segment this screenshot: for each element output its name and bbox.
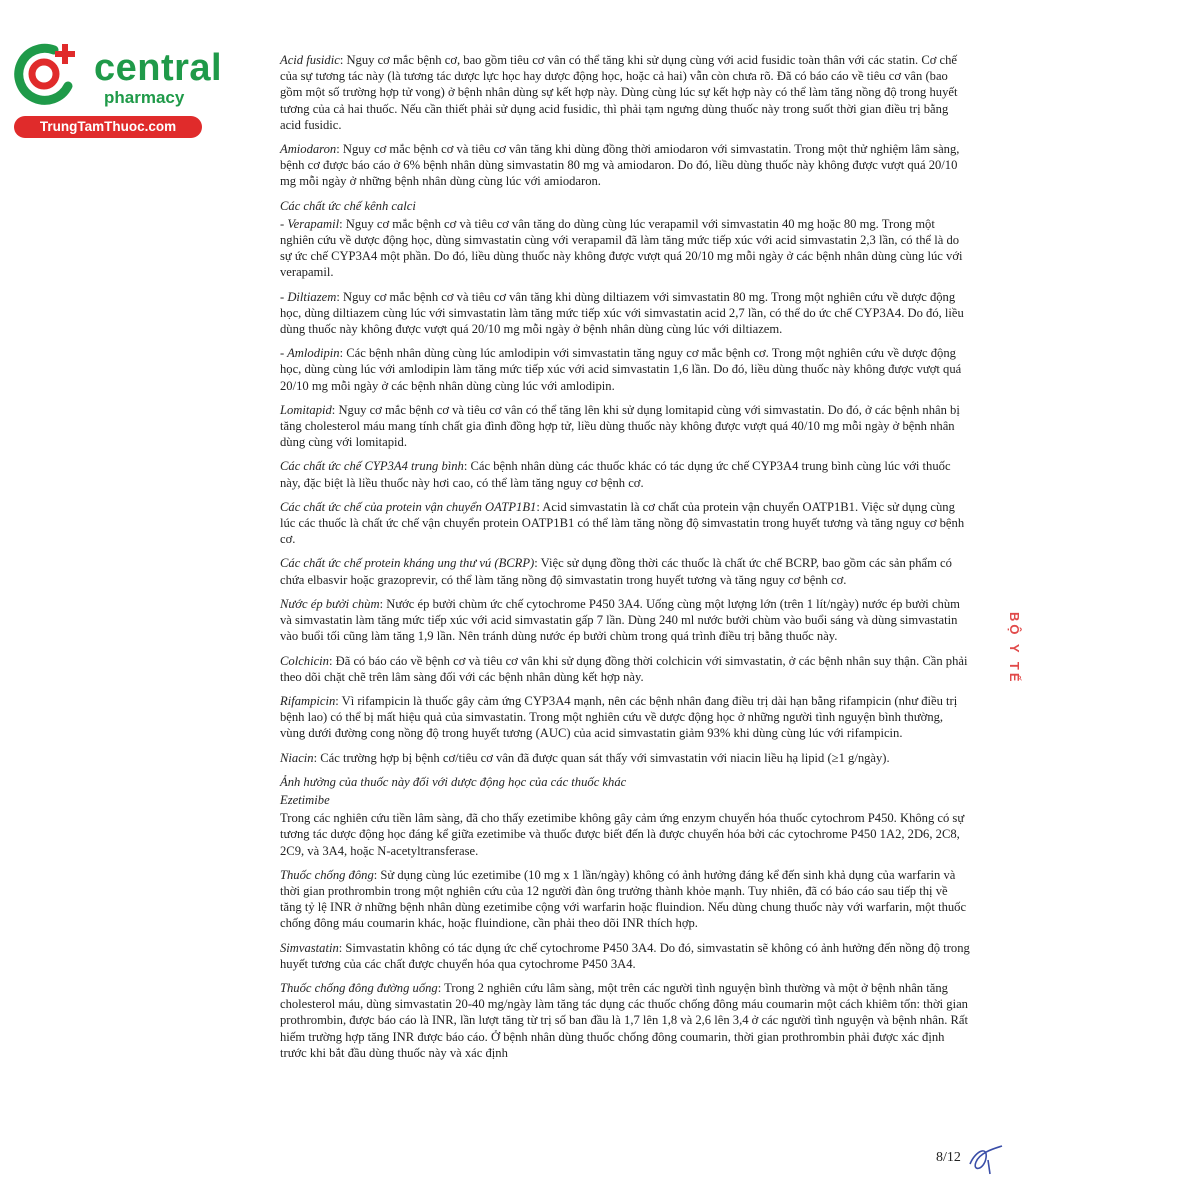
paragraph (280, 458, 970, 490)
paragraph-text: : Đã có báo cáo về bệnh cơ và tiêu cơ vân khi sử dụng đồng thời colchicin với simvastatin, ở các bệnh nhân suy thận. Cần phải theo dõi chặt chẽ trên lâm sàng đối với các bệnh nhân dùng kết hợp này. (280, 653, 968, 684)
logo-site-link[interactable]: TrungTamThuoc.com (14, 116, 202, 138)
paragraph-label: Các chất ức chế của protein vận chuyển OATP1B1 (280, 499, 537, 514)
paragraph-text: : Các trường hợp bị bệnh cơ/tiêu cơ vân đã được quan sát thấy với simvastatin với niacin liều hạ lipid (≥1 g/ngày). (313, 750, 890, 765)
paragraph-text: : Nước ép bưởi chùm ức chế cytochrome P450 3A4. Uống cùng một lượng lớn (trên 1 lít/ngày) nước ép bưởi chùm và simvastatin làm tăng mức tiếp xúc với acid simvastatin gấp 7 lần. Dùng 240 ml nước bưởi chùm vào buổi sáng và dùng simvastatin vào buổi tối cũng làm tăng 1,9 lần. Nên tránh dùng nước ép bưởi chùm trong quá trình điều trị bằng thuốc này. (280, 596, 960, 644)
paragraph-label: Nước ép bưởi chùm (280, 596, 380, 611)
pharmacy-logo-icon (10, 38, 82, 110)
paragraph (280, 653, 970, 685)
paragraph-text: : Nguy cơ mắc bệnh cơ và tiêu cơ vân có thể tăng lên khi sử dụng lomitapid cùng với simvastatin. Do đó, ở các bệnh nhân bị tăng cholesterol máu mang tính chất gia đình đồng hợp tử, liều dùng thuốc này không được vượt quá 40/10 mg mỗi ngày ở bệnh nhân dùng cùng với lomitapid. (280, 402, 960, 450)
paragraph (280, 940, 970, 972)
paragraph-label: Thuốc chống đông (280, 867, 374, 882)
paragraph (280, 980, 970, 1061)
document-body (280, 52, 970, 1069)
paragraph-label: Rifampicin (280, 693, 336, 708)
paragraph (280, 216, 970, 281)
paragraph (280, 867, 970, 932)
paragraph (280, 810, 970, 859)
paragraph (280, 693, 970, 742)
section-heading: Các chất ức chế kênh calci (280, 198, 416, 213)
paragraph-text: : Trong 2 nghiên cứu lâm sàng, một trên các người tình nguyện bình thường và một ở bệnh nhân tăng cholesterol máu, dùng simvastatin 20-40 mg/ngày làm tăng tác dụng các thuốc chống đông máu coumarin một cách khiêm tốn: thời gian prothrombin, được báo cáo là INR, lần lượt tăng từ trị số ban đầu là 1,7 lên 1,8 và 2,6 lên 3,4 ở các người tình nguyện và bệnh nhân. Rất hiếm trường hợp tăng INR được báo cáo. Ở bệnh nhân dùng thuốc chống đông coumarin, thời gian prothrombin phải được xác định trước khi bắt đầu dùng thuốc này và xác định (280, 980, 969, 1060)
page-number: 8/12 (936, 1150, 961, 1165)
paragraph-text: : Nguy cơ mắc bệnh cơ và tiêu cơ vân tăng khi dùng diltiazem với simvastatin 80 mg. Trong một nghiên cứu về dược động học, dùng diltiazem cùng lúc với simvastatin làm tăng mức tiếp xúc với simvastatin acid 2,7 lần, có thể do ức chế CYP3A4. Do đó, liều dùng thuốc này không được vượt quá 20/10 mg mỗi ngày ở bệnh nhân dùng cùng lúc với diltiazem. (280, 289, 964, 337)
paragraph (280, 289, 970, 338)
paragraph-text: : Nguy cơ mắc bệnh cơ và tiêu cơ vân tăng do dùng cùng lúc verapamil với simvastatin 40 mg hoặc 80 mg. Trong một nghiên cứu về dược động học, dùng simvastatin cùng với verapamil đã làm tăng mức tiếp xúc với acid simvastatin 2,3 lần, có thể là do sự ức chế CYP3A4 một phần. Do đó, liều dùng thuốc này không được vượt quá 20/10 mg mỗi ngày ở các bệnh nhân dùng cùng lúc với verapamil. (280, 216, 963, 280)
paragraph-text: : Sử dụng cùng lúc ezetimibe (10 mg x 1 lần/ngày) không có ảnh hưởng đáng kể đến sinh khả dụng của warfarin và thời gian prothrombin trong một nghiên cứu của 12 người đàn ông trưởng thành khỏe mạnh. Tuy nhiên, đã có báo cáo sau tiếp thị về tăng tỷ lệ INR ở những bệnh nhân dùng ezetimibe cộng với warfarin hoặc fluindion. Nếu dùng chung thuốc này với warfarin, một thuốc chống đông máu coumarin khác, hoặc fluindione, cần phải theo dõi INR thích hợp. (280, 867, 967, 931)
paragraph (280, 141, 970, 190)
paragraph-label: Thuốc chống đông đường uống (280, 980, 438, 995)
logo-subtitle: pharmacy (104, 88, 185, 107)
paragraph-label: - Diltiazem (280, 289, 337, 304)
signature-icon (966, 1142, 1006, 1176)
paragraph-text: Trong các nghiên cứu tiền lâm sàng, đã cho thấy ezetimibe không gây cảm ứng enzym chuyển hóa thuốc cytochrom P450. Không có sự tương tác dược động học đáng kể giữa ezetimibe và thuốc được biết đến là được chuyển hóa bởi các cytochrome P450 1A2, 2D6, 2C8, 2C9, và 3A4, hoặc N-acetyltransferase. (280, 811, 965, 858)
paragraph-text: : Vì rifampicin là thuốc gây cảm ứng CYP3A4 mạnh, nên các bệnh nhân đang điều trị dài hạn bằng rifampicin (như điều trị bệnh lao) có thể bị mất hiệu quả của simvastatin. Trong một nghiên cứu về dược động học ở những người tình nguyện bình thường, vùng dưới đường cong nồng độ trong huyết tương (AUC) của acid simvastatin giảm 93% khi dùng cùng lúc với rifampicin. (280, 693, 958, 741)
paragraph-text: : Nguy cơ mắc bệnh cơ, bao gồm tiêu cơ vân có thể tăng khi sử dụng cùng với acid fusidic toàn thân với các statin. Cơ chế của sự tương tác này (là tương tác dược lực học hay dược động học, hoặc cả hai) vẫn còn chưa rõ. Đã có báo cáo về tiêu cơ vân (bao gồm một số trường hợp tử vong) ở bệnh nhân dùng sự kết hợp này. Dùng cùng lúc sự kết hợp này có thể làm tăng nồng độ trong huyết tương của cả hai thuốc. Nếu cần thiết phải sử dụng acid fusidic, thì phải tạm ngưng dùng thuốc này trong suốt thời gian điều trị bằng acid fusidic. (280, 53, 958, 132)
paragraph (280, 555, 970, 587)
paragraph (280, 402, 970, 451)
paragraph-text: : Simvastatin không có tác dụng ức chế cytochrome P450 3A4. Do đó, simvastatin sẽ không có ảnh hưởng đến nồng độ trong huyết tương của các chất được chuyển hóa qua cytochrome P450 3A4. (280, 940, 970, 971)
paragraph-label: Acid fusidic (280, 53, 340, 67)
paragraph (280, 750, 970, 766)
paragraph-text: : Các bệnh nhân dùng các thuốc khác có tác dụng ức chế CYP3A4 trung bình cùng lúc với thuốc này, đặc biệt là liều thuốc này hơi cao, có thể làm tăng nguy cơ bệnh cơ. (280, 459, 951, 490)
red-stamp (1004, 612, 1026, 772)
paragraph-text: : Acid simvastatin là cơ chất của protein vận chuyển OATP1B1. Việc sử dụng cùng lúc các thuốc là chất ức chế vận chuyển protein OATP1B1 có thể làm tăng nồng độ simvastatin trong huyết tương và tăng nguy cơ bệnh cơ. (280, 499, 965, 547)
paragraph (280, 499, 970, 548)
paragraph (280, 52, 970, 133)
paragraph-label: Colchicin (280, 653, 329, 668)
paragraph-label: Các chất ức chế protein kháng ung thư vú (BCRP) (280, 556, 535, 571)
stamp-text: BỘ Y TẾ (1007, 612, 1022, 685)
logo-brand: central (94, 47, 223, 89)
paragraph-label: Lomitapid (280, 402, 332, 417)
paragraph-label: Các chất ức chế CYP3A4 trung bình (280, 459, 464, 474)
paragraph-label: Simvastatin (280, 940, 339, 955)
paragraph-label: - Verapamil (280, 216, 340, 231)
paragraph-text: : Nguy cơ mắc bệnh cơ và tiêu cơ vân tăng khi dùng đồng thời amiodaron với simvastatin. Trong một thử nghiệm lâm sàng, bệnh cơ được báo cáo ở 6% bệnh nhân dùng simvastatin 80 mg và amiodaron. Do đó, liều dùng thuốc này không được vượt quá 20/10 mg mỗi ngày ở những bệnh nhân dùng cùng lúc với amiodaron. (280, 142, 960, 189)
paragraph-label: Niacin (280, 750, 314, 765)
paragraph (280, 596, 970, 645)
section-heading: Ezetimibe (280, 792, 330, 807)
paragraph-text: : Việc sử dụng đồng thời các thuốc là chất ức chế BCRP, bao gồm các sản phẩm có chứa elbasvir hoặc grazoprevir, có thể làm tăng nồng độ simvastatin trong huyết tương và tăng nguy cơ bệnh cơ. (280, 556, 952, 587)
paragraph (280, 345, 970, 394)
paragraph-label: - Amlodipin (280, 346, 340, 361)
section-heading: Ảnh hưởng của thuốc này đối với dược động học của các thuốc khác (280, 774, 627, 789)
paragraph-label: Amiodaron (280, 142, 337, 157)
document-paragraphs (280, 52, 970, 1061)
paragraph-text: : Các bệnh nhân dùng cùng lúc amlodipin với simvastatin tăng nguy cơ mắc bệnh cơ. Trong một nghiên cứu về dược động học, dùng cùng lúc với amlodipin làm tăng mức tiếp xúc với acid simvastatin 1,6 lần. Do đó, liều dùng thuốc này không được vượt quá 20/10 mg mỗi ngày ở các bệnh nhân dùng cùng lúc với amlodipin. (280, 346, 962, 393)
central-pharmacy-logo[interactable] (10, 38, 223, 138)
